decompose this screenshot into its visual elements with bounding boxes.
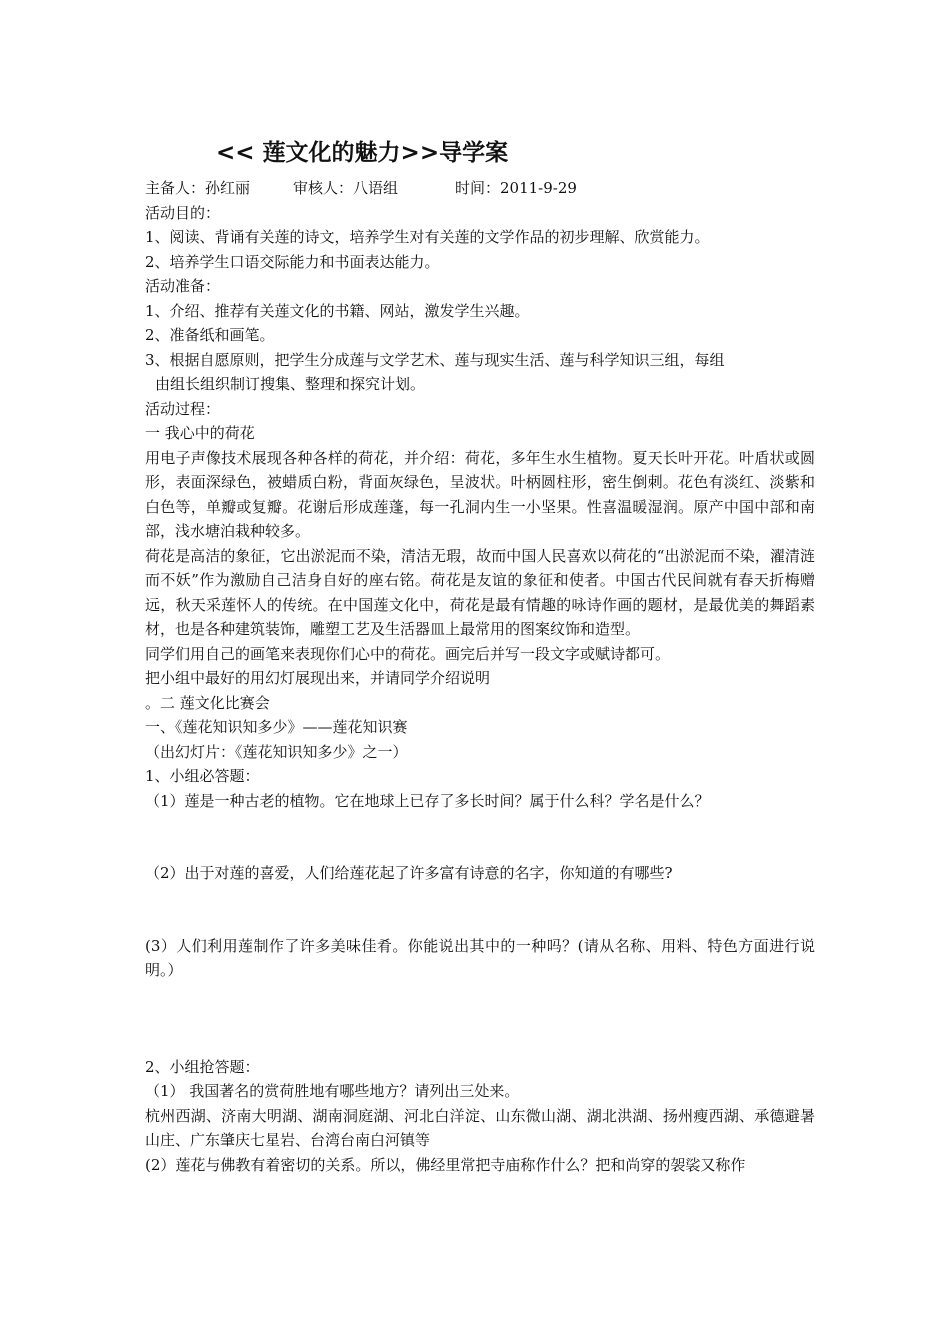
section1-paragraph: 用电子声像技术展现各种各样的荷花，并介绍：荷花，多年生水生植物。夏天长叶开花。叶盾状或圆形，表面深绿色，被蜡质白粉，背面灰绿色，呈波状。叶柄圆柱形，密生倒刺。花色有淡红、淡紫和白色等，单瓣或复瓣。花谢后形成莲蓬，每一孔洞内生一小坚果。性喜温暖湿润。原产中国中部和南部，浅水塘泊栽种较多。 [145,448,815,540]
section1-paragraph: 把小组中最好的用幻灯展现出来，并请同学介绍说明 [145,669,491,687]
section1-heading: 一 我心中的荷花 [145,424,255,442]
rush-question-2: (2）莲花与佛教有着密切的关系。所以，佛经里常把寺庙称作什么？把和尚穿的袈裟又称作 [145,1155,746,1174]
section2-heading: 。二 莲文化比赛会 [145,693,270,712]
prep-item-continued: 由组长组织制订搜集、整理和探究计划。 [155,375,426,393]
required-heading: 1、小组必答题： [145,767,260,785]
prep-item: 1、介绍、推荐有关莲文化的书籍、网站，激发学生兴趣。 [145,301,530,320]
rush-heading: 2、小组抢答题： [145,1057,260,1076]
answer-space [145,813,815,861]
question-2: （2）出于对莲的喜爱，人们给莲花起了许多富有诗意的名字，你知道的有哪些? [145,864,673,882]
document-title: << 莲文化的魅力>>导学案 [216,140,509,166]
section1-paragraph: 同学们用自己的画笔来表现你们心中的荷花。画完后并写一段文字或赋诗都可。 [145,644,671,663]
goal-item: 1、阅读、背诵有关莲的诗文，培养学生对有关莲的文学作品的初步理解、欣赏能力。 [145,228,710,246]
question-3: (3）人们利用莲制作了许多美味佳肴。你能说出其中的一种吗？(请从名称、用料、特色方面进行说明。） [145,936,815,979]
quiz-heading: 一、《莲花知识知多少》——莲花知识赛 [145,718,408,736]
prep-heading: 活动准备： [145,277,221,295]
rush-question-1: （1） 我国著名的赏荷胜地有哪些地方？请列出三处来。 [145,1082,520,1100]
answer-space [145,983,815,1055]
prep-item: 3、根据自愿原则，把学生分成莲与文学艺术、莲与现实生活、莲与科学知识三组，每组 [145,350,725,369]
prep-item: 2、准备纸和画笔。 [145,326,275,344]
document-meta [145,176,815,201]
reviewer-label: 审核人：八语组 [293,179,399,197]
rush-answer-1: 杭州西湖、济南大明湖、湖南洞庭湖、河北白洋淀、山东微山湖、湖北洪湖、扬州瘦西湖、承德避暑山庄、广东肇庆七星岩、台湾台南白河镇等 [145,1106,815,1149]
date-label: 时间：2011-9-29 [455,179,577,197]
answer-space [145,886,815,934]
question-1: （1）莲是一种古老的植物。它在地球上已存了多长时间？属于什么科？学名是什么？ [145,791,710,810]
document-body [145,176,815,1177]
goal-item: 2、培养学生口语交际能力和书面表达能力。 [145,252,440,271]
section1-paragraph: 荷花是高洁的象征，它出淤泥而不染，清洁无瑕，故而中国人民喜欢以荷花的“出淤泥而不染，濯清涟而不妖”作为激励自己洁身自好的座右铭。荷花是友谊的象征和使者。中国古代民间就有春天折梅赠远，秋天采莲怀人的传统。在中国莲文化中，荷花是最有情趣的咏诗作画的题材，是最优美的舞蹈素材，也是各种建筑装饰，雕塑工艺及生活器皿上最常用的图案纹饰和造型。 [145,546,815,638]
goal-heading: 活动目的： [145,203,221,222]
quiz-slide-note: （出幻灯片：《莲花知识知多少》之一） [145,742,408,761]
process-heading: 活动过程： [145,399,221,418]
author-label: 主备人：孙红丽 [145,179,251,197]
